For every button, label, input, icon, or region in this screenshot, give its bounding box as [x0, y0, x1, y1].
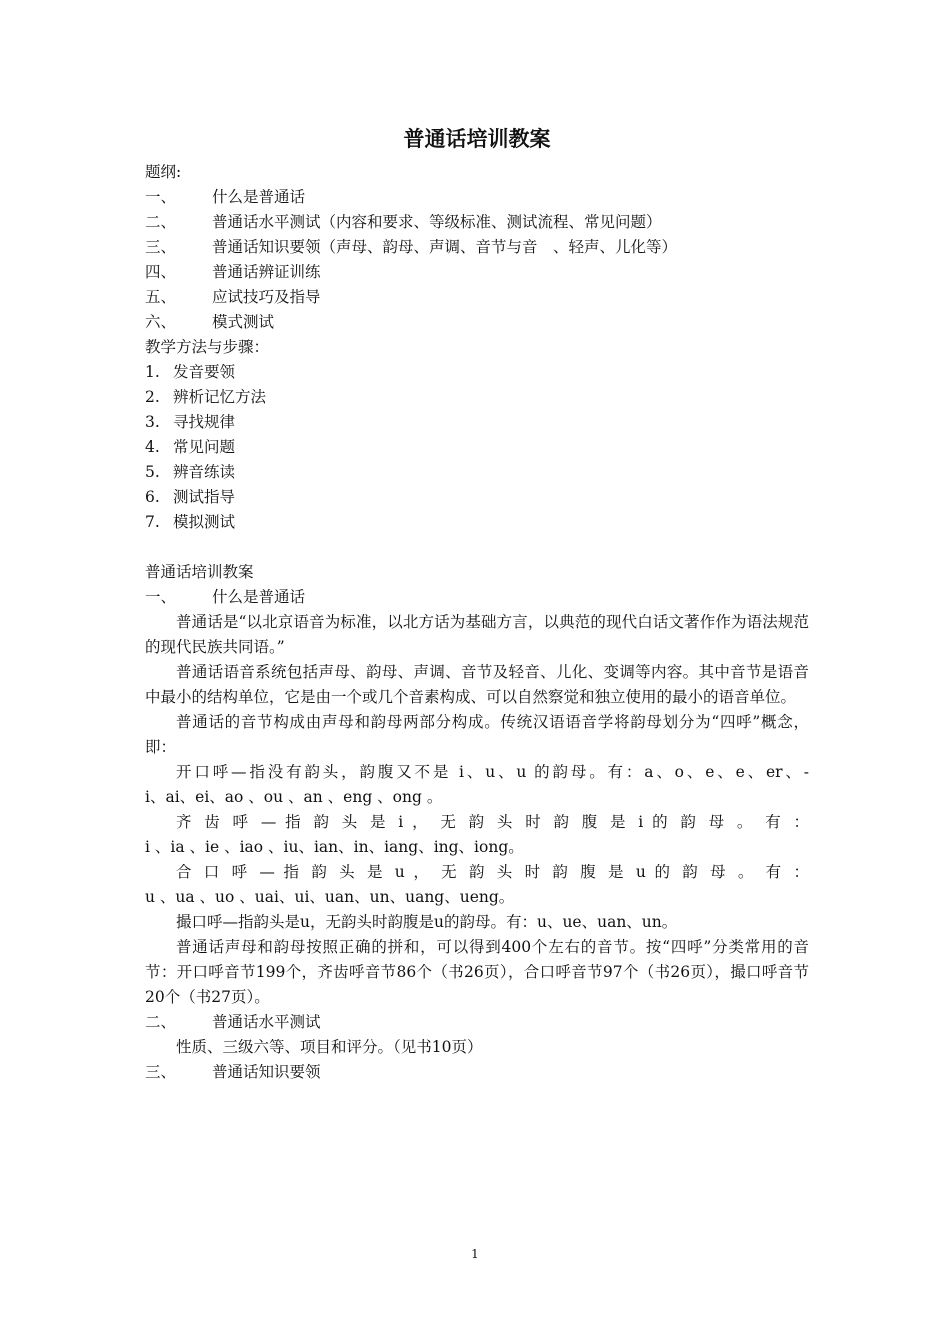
- phonetic-system-paragraph: 普通话语音系统包括声母、韵母、声调、音节及轻音、儿化、变调等内容。其中音节是语音中最小的结构单位，它是由一个或几个音素构成、可以自然察觉和独立使用的最小的语音单位。: [145, 663, 809, 706]
- section-heading: [145, 1010, 809, 1035]
- section-heading: [145, 585, 809, 610]
- syllable-paragraph: 普通话的音节构成由声母和韵母两部分构成。传统汉语语音学将韵母划分为“四呼”概念，即：: [145, 713, 809, 756]
- outline-item: [145, 285, 809, 310]
- outline-item: [145, 185, 809, 210]
- outline-item: [145, 310, 809, 335]
- section-number: 一、: [145, 588, 177, 606]
- page-content: [145, 124, 809, 1085]
- method-number: 6.: [145, 488, 160, 506]
- outline-text: 普通话知识要领（声母、韵母、声调、音节与音 、轻声、儿化等）: [212, 238, 678, 256]
- outline-text: 普通话辨证训练: [212, 263, 321, 281]
- method-item: [145, 510, 809, 535]
- kaikou-line-1: 开口呼—指没有韵头，韵腹又不是 i、u、u 的韵母。有：a、o、e、e、er、-: [176, 763, 809, 781]
- method-number: 7.: [145, 513, 160, 531]
- outline-number: 一、: [145, 188, 177, 206]
- outline-text: 什么是普通话: [212, 188, 306, 206]
- qichi-line-1: 齐 齿 呼 — 指 韵 头 是 i ， 无 韵 头 时 韵 腹 是 i 的 韵 母 。 有 ：: [176, 813, 809, 831]
- section-title: 什么是普通话: [212, 588, 306, 606]
- method-item: [145, 435, 809, 460]
- test-summary-paragraph: 性质、三级六等、项目和评分。（见书10页）: [176, 1038, 483, 1056]
- section-number: 三、: [145, 1063, 177, 1081]
- method-item: [145, 410, 809, 435]
- outline-item: [145, 260, 809, 285]
- definition-paragraph: 普通话是“以北京语音为标准，以北方话为基础方言，以典范的现代白话文著作作为语法规范的现代民族共同语。”: [145, 613, 809, 656]
- outline-item: [145, 235, 809, 260]
- outline-number: 六、: [145, 313, 177, 331]
- method-text: 发音要领: [173, 363, 236, 381]
- section-title: 普通话水平测试: [212, 1013, 321, 1031]
- method-text: 模拟测试: [173, 513, 236, 531]
- method-text: 辨析记忆方法: [173, 388, 267, 406]
- blank-line: [145, 535, 809, 560]
- outline-number: 五、: [145, 288, 177, 306]
- page-number: 1: [471, 1247, 479, 1261]
- document-title: 普通话培训教案: [403, 126, 551, 151]
- hekou-line-1: 合 口 呼 — 指 韵 头 是 u ， 无 韵 头 时 韵 腹 是 u 的 韵 母 。 有 ：: [176, 863, 809, 881]
- outline-list: [145, 185, 809, 335]
- section-title: 普通话知识要领: [212, 1063, 321, 1081]
- method-item: [145, 385, 809, 410]
- method-number: 3.: [145, 413, 160, 431]
- method-text: 常见问题: [173, 438, 236, 456]
- outline-text: 普通话水平测试（内容和要求、等级标准、测试流程、常见问题）: [212, 213, 662, 231]
- section-heading: [145, 1060, 809, 1085]
- section-subtitle: 普通话培训教案: [145, 563, 254, 581]
- kaikou-line-2: i、ai、ei、ao 、ou 、an 、eng 、ong 。: [145, 788, 443, 806]
- method-item: [145, 485, 809, 510]
- outline-number: 三、: [145, 238, 177, 256]
- method-number: 5.: [145, 463, 160, 481]
- method-heading: 教学方法与步骤：: [145, 338, 270, 356]
- method-number: 2.: [145, 388, 160, 406]
- method-item: [145, 360, 809, 385]
- method-number: 1.: [145, 363, 160, 381]
- outline-text: 应试技巧及指导: [212, 288, 321, 306]
- method-text: 寻找规律: [173, 413, 236, 431]
- method-list: [145, 360, 809, 535]
- section-number: 二、: [145, 1013, 177, 1031]
- method-text: 辨音练读: [173, 463, 236, 481]
- syllable-count-paragraph: 普通话声母和韵母按照正确的拼和，可以得到400个左右的音节。按“四呼”分类常用的音节：开口呼音节199个，齐齿呼音节86个（书26页），合口呼音节97个（书26页），撮口呼音节20个（书27页）。: [145, 938, 809, 1006]
- cuokou-line: 撮口呼—指韵头是u，无韵头时韵腹是u的韵母。有：u、ue、uan、un。: [176, 913, 678, 931]
- outline-text: 模式测试: [212, 313, 275, 331]
- method-text: 测试指导: [173, 488, 236, 506]
- outline-heading: 题纲:: [145, 163, 182, 181]
- method-item: [145, 460, 809, 485]
- qichi-line-2: i 、ia 、ie 、iao 、iu、ian、in、iang、ing、iong。: [145, 838, 524, 856]
- hekou-line-2: u 、ua 、uo 、uai、ui、uan、un、uang、ueng。: [145, 888, 515, 906]
- outline-number: 四、: [145, 263, 177, 281]
- method-number: 4.: [145, 438, 160, 456]
- outline-number: 二、: [145, 213, 177, 231]
- outline-item: [145, 210, 809, 235]
